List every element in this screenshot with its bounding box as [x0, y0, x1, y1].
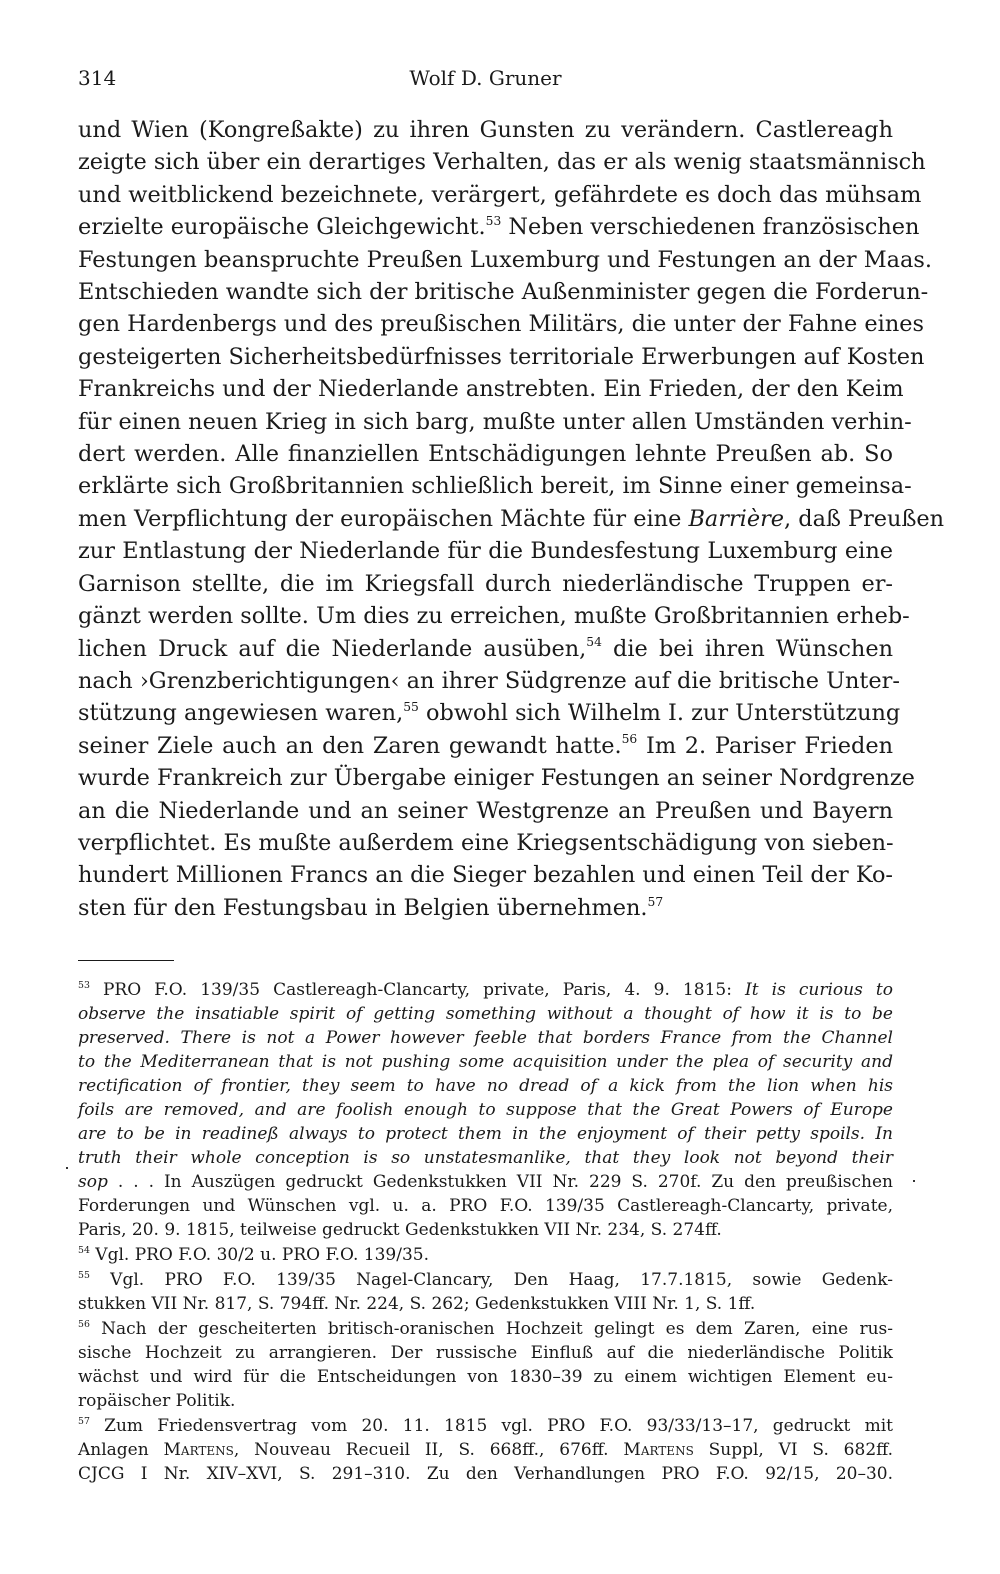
text-line: [78, 730, 893, 762]
text-segment: Im 2. Pariser Frieden: [637, 732, 893, 759]
footnote-number: 57: [78, 1416, 90, 1427]
italic-term: Barrière: [688, 505, 785, 532]
text-line: sische Hochzeit zu arrangieren. Der russische Einfluß auf die niederländische Politik: [78, 1343, 893, 1363]
text-segment: Suppl, VI S. 682ff.: [693, 1440, 894, 1460]
page-number: 314: [78, 66, 117, 90]
footnote-ref-56[interactable]: 56: [621, 732, 638, 747]
text-line: [78, 1414, 893, 1438]
text-line: nach ›Grenzberichtigungen‹ an ihrer Südgrenze auf die britische Unter-: [78, 667, 900, 694]
text-line: [78, 1317, 893, 1341]
footnote-54: [78, 1243, 893, 1267]
running-head-author: Wolf D. Gruner: [409, 66, 562, 90]
quotation: observe the insatiable spirit of getting something without a thought of how it is to be: [78, 1004, 893, 1024]
text-line: Garnison stellte, die im Kriegsfall durch niederländische Truppen er-: [78, 570, 893, 597]
text-line: Festungen beanspruchte Preußen Luxemburg und Festungen an der Maas.: [78, 246, 932, 273]
text-line: Frankreichs und der Niederlande anstrebten. Ein Frieden, der den Keim: [78, 376, 904, 403]
text-line: [78, 1026, 893, 1050]
text-line: Entschieden wandte sich der britische Außenminister gegen die Forderun-: [78, 279, 929, 306]
footnote-53: [78, 978, 893, 1242]
text-line: für einen neuen Krieg in sich barg, mußte unter allen Umständen verhin-: [78, 408, 912, 435]
text-line: [78, 211, 920, 243]
text-line: wurde Frankreich zur Übergabe einiger Festungen an seiner Nordgrenze: [78, 765, 915, 792]
author-name: Martens: [623, 1440, 694, 1460]
text-line: erklärte sich Großbritannien schließlich bereit, im Sinne einer gemeinsa-: [78, 473, 912, 500]
text-line: dert werden. Alle finanziellen Entschädigungen lehnte Preußen ab. So: [78, 441, 893, 468]
text-line: [78, 892, 893, 924]
text-segment: Nach der gescheiterten britisch-oranischen Hochzeit gelingt es dem Zaren, eine rus-: [89, 1319, 893, 1339]
text-line: [78, 1074, 893, 1098]
quotation: It is curious to: [745, 980, 893, 1000]
text-line: [78, 503, 945, 535]
footnote-ref-55[interactable]: 55: [403, 700, 419, 715]
footnote-number: 55: [78, 1270, 90, 1281]
text-line: wächst und wird für die Entscheidungen von 1830–39 zu einem wichtigen Element eu-: [78, 1367, 893, 1387]
body-text: [78, 114, 945, 924]
footnote-56: [78, 1317, 893, 1413]
text-line: Paris, 20. 9. 1815, teilweise gedruckt Gedenkstukken VII Nr. 234, S. 274ff.: [78, 1220, 722, 1240]
text-segment: erzielte europäische Gleichgewicht.: [78, 214, 486, 241]
quotation: truth their whole conception is so unstatesmanlike, that they look not beyond their: [78, 1148, 893, 1168]
footnote-number: 53: [78, 980, 90, 991]
scan-speck: [913, 1180, 915, 1182]
text-line: [78, 1438, 893, 1462]
text-segment: stützung angewiesen waren,: [78, 700, 404, 727]
text-segment: , daß Preußen: [784, 505, 945, 532]
scan-speck: [66, 1167, 68, 1169]
text-line: [78, 633, 893, 665]
footnote-ref-53[interactable]: 53: [485, 213, 502, 228]
text-line: [78, 1243, 893, 1267]
author-name: Martens: [163, 1440, 234, 1460]
text-segment: obwohl sich Wilhelm I. zur Unterstützung: [418, 700, 901, 727]
text-segment: Vgl. PRO F.O. 30/2 u. PRO F.O. 139/35.: [89, 1245, 430, 1265]
text-line: [78, 1002, 893, 1026]
text-segment: men Verpflichtung der europäischen Mächte für eine: [78, 505, 689, 532]
text-line: gesteigerten Sicherheitsbedürfnisses territoriale Erwerbungen auf Kosten: [78, 343, 925, 370]
text-segment: Anlagen: [78, 1440, 164, 1460]
footnote-57: [78, 1414, 893, 1486]
text-segment: Zum Friedensvertrag vom 20. 11. 1815 vgl. PRO F.O. 93/33/13–17, gedruckt mit: [89, 1416, 893, 1436]
text-line: CJCG I Nr. XIV–XVI, S. 291–310. Zu den Verhandlungen PRO F.O. 92/15, 20–30.: [78, 1464, 893, 1484]
text-line: und Wien (Kongreßakte) zu ihren Gunsten zu verändern. Castlereagh: [78, 117, 893, 143]
text-line: gänzt werden sollte. Um dies zu erreichen, mußte Großbritannien erheb-: [78, 603, 910, 630]
text-line: [78, 697, 901, 729]
footnote-number: 54: [78, 1245, 90, 1256]
running-header: [78, 66, 893, 96]
text-line: ropäischer Politik.: [78, 1391, 236, 1411]
quotation: rectification of frontier, they seem to have no dread of a kick from the lion when his: [78, 1076, 893, 1096]
text-segment: . . . In Auszügen gedruckt Gedenkstukken VII Nr. 229 S. 270f. Zu den preußischen: [107, 1172, 893, 1192]
text-segment: sten für den Festungsbau in Belgien übernehmen.: [78, 894, 648, 921]
text-line: zur Entlastung der Niederlande für die Bundesfestung Luxemburg eine: [78, 538, 893, 565]
footnote-ref-54[interactable]: 54: [586, 635, 602, 650]
text-line: gen Hardenbergs und des preußischen Militärs, die unter der Fahne eines: [78, 311, 924, 338]
text-line: Forderungen und Wünschen vgl. u. a. PRO F.O. 139/35 Castlereagh-Clancarty, private,: [78, 1196, 893, 1216]
footnote-separator: [78, 960, 174, 961]
text-line: [78, 1098, 893, 1122]
text-line: [78, 1146, 893, 1170]
text-line: hundert Millionen Francs an die Sieger bezahlen und einen Teil der Ko-: [78, 862, 893, 889]
text-line: [78, 1050, 893, 1074]
quotation: foils are removed, and are foolish enough to suppose that the Great Powers of Europe: [78, 1100, 893, 1120]
quotation: are to be in readineß always to protect them in the enjoyment of their petty spoils. In: [78, 1124, 893, 1144]
footnote-ref-57[interactable]: 57: [647, 894, 664, 909]
footnote-number: 56: [78, 1319, 90, 1330]
text-line: und weitblickend bezeichnete, verärgert, gefährdete es doch das mühsam: [78, 181, 922, 208]
text-segment: Neben verschiedenen französischen: [501, 214, 920, 241]
text-segment: PRO F.O. 139/35 Castlereagh-Clancarty, private, Paris, 4. 9. 1815:: [89, 980, 746, 1000]
text-segment: lichen Druck auf die Niederlande ausüben,: [78, 635, 587, 662]
text-segment: , Nouveau Recueil II, S. 668ff., 676ff.: [233, 1440, 624, 1460]
text-line: stukken VII Nr. 817, S. 794ff. Nr. 224, S. 262; Gedenkstukken VIII Nr. 1, S. 1ff.: [78, 1294, 756, 1314]
quotation: preserved. There is not a Power however feeble that borders France from the Channel: [78, 1028, 893, 1048]
text-segment: seiner Ziele auch an den Zaren gewandt hatte.: [78, 732, 622, 759]
text-line: verpflichtet. Es mußte außerdem eine Kriegsentschädigung von sieben-: [78, 829, 894, 856]
text-segment: Vgl. PRO F.O. 139/35 Nagel-Clancary, Den Haag, 17.7.1815, sowie Gedenk-: [89, 1270, 893, 1290]
footnotes: [78, 978, 893, 1487]
text-line: an die Niederlande und an seiner Westgrenze an Preußen und Bayern: [78, 797, 893, 824]
text-line: [78, 978, 893, 1002]
quotation: sop: [78, 1172, 108, 1192]
quotation: to the Mediterranean that is not pushing some acquisition under the plea of security and: [78, 1052, 893, 1072]
text-line: [78, 1170, 893, 1194]
text-line: zeigte sich über ein derartiges Verhalten, das er als wenig staatsmännisch: [78, 149, 926, 176]
text-line: [78, 1122, 893, 1146]
footnote-55: [78, 1268, 893, 1316]
text-line: [78, 1268, 893, 1292]
text-segment: die bei ihren Wünschen: [601, 635, 893, 662]
